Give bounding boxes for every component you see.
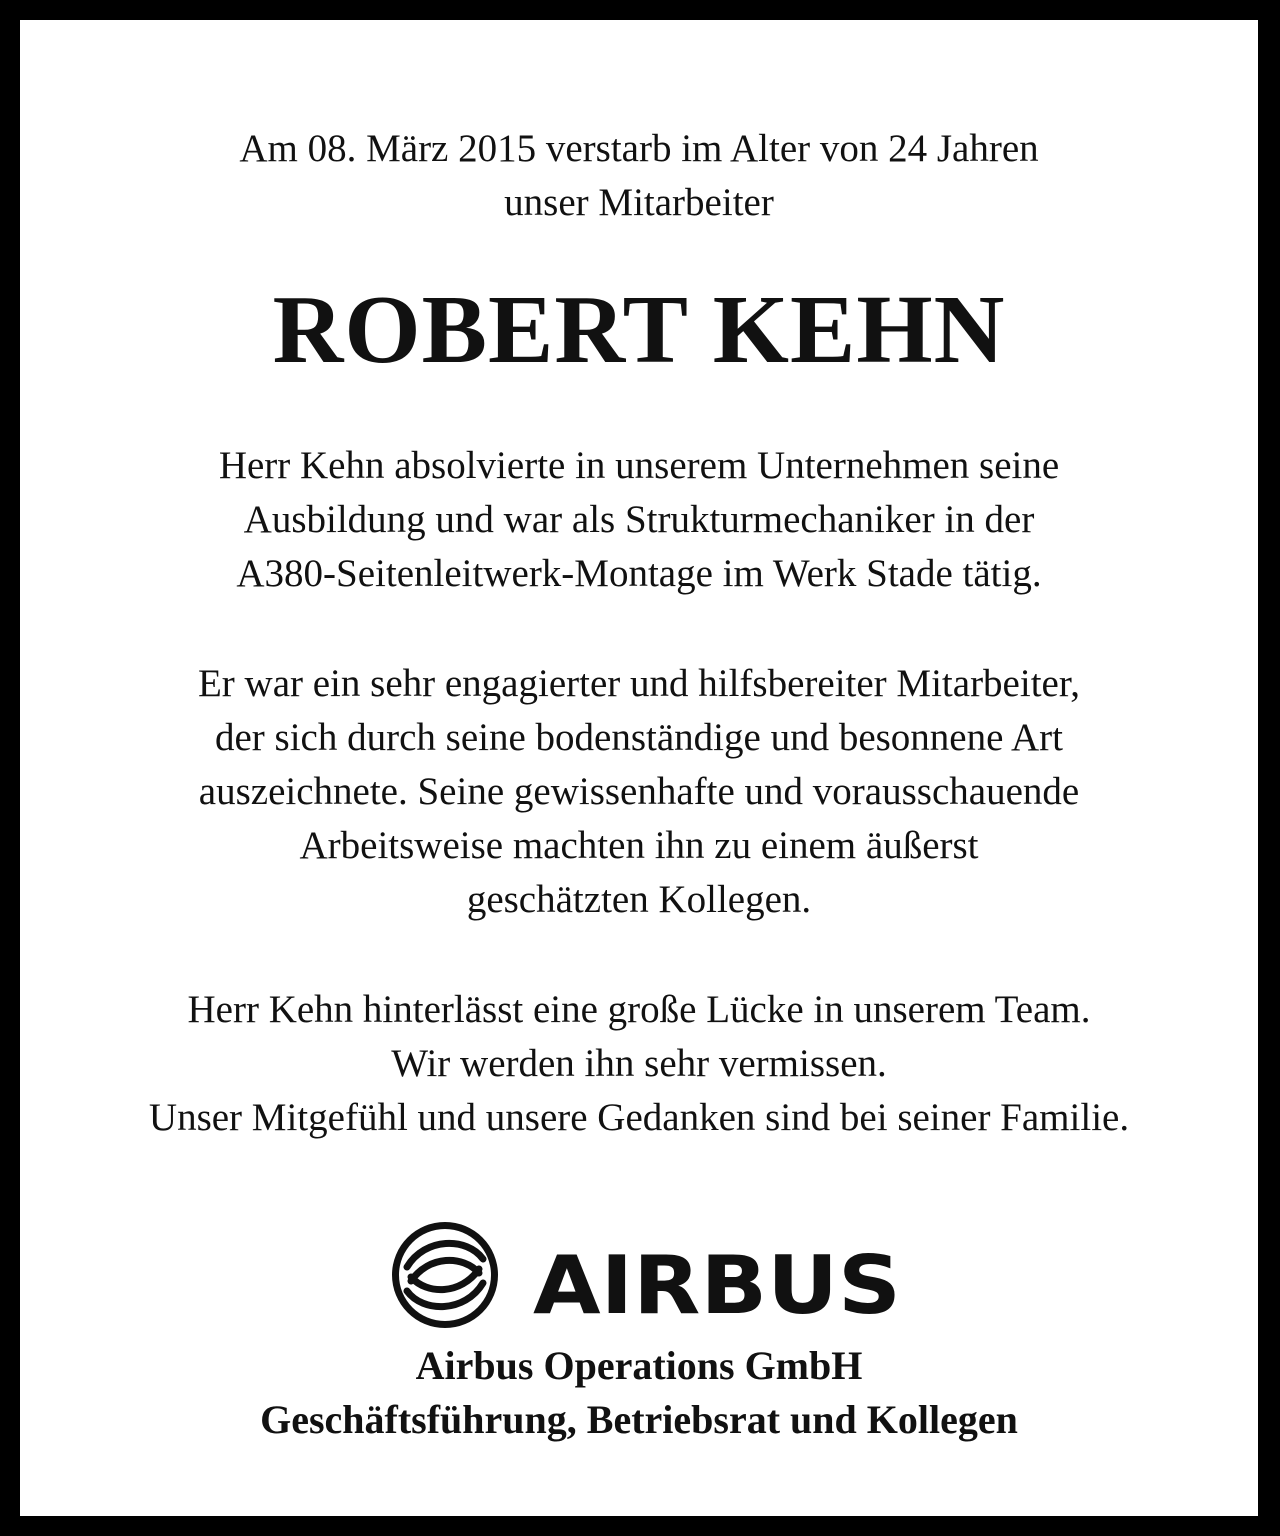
paragraph-1-line-2: Ausbildung und war als Strukturmechaniker in der: [243, 498, 1035, 541]
airbus-logo-icon: [392, 1222, 498, 1328]
intro-line-2: unser Mitarbeiter: [504, 181, 774, 224]
paragraph-3-line-1: Herr Kehn hinterlässt eine große Lücke in unserem Team.: [187, 988, 1091, 1031]
paragraph-2-line-1: Er war ein sehr engagierter und hilfsbereiter Mitarbeiter,: [197, 662, 1081, 705]
company-name: Airbus Operations GmbH: [415, 1343, 863, 1388]
paragraph-1-line-3: A380-Seitenleitwerk-Montage im Werk Stade tätig.: [236, 552, 1042, 595]
paragraph-3-line-3: Unser Mitgefühl und unsere Gedanken sind bei seiner Familie.: [148, 1096, 1130, 1139]
paragraph-2-line-5: geschätzten Kollegen.: [466, 878, 812, 921]
intro-line-1: Am 08. März 2015 verstarb im Alter von 24 Jahren: [239, 127, 1039, 170]
paragraph-3-line-2: Wir werden ihn sehr vermissen.: [391, 1042, 887, 1085]
signatories: Geschäftsführung, Betriebsrat und Kollegen: [260, 1397, 1018, 1442]
obituary-notice: [20, 20, 1258, 1516]
paragraph-2-line-2: der sich durch seine bodenständige und besonnene Art: [214, 716, 1064, 759]
paragraph-2-line-4: Arbeitsweise machten ihn zu einem äußerst: [299, 824, 979, 867]
deceased-name: ROBERT KEHN: [272, 276, 1006, 384]
airbus-logo: [385, 1215, 905, 1335]
paragraph-1-line-1: Herr Kehn absolvierte in unserem Unternehmen seine: [218, 444, 1060, 487]
airbus-wordmark: AIRBUS: [533, 1239, 901, 1332]
paragraph-2-line-3: auszeichnete. Seine gewissenhafte und vorausschauende: [198, 770, 1080, 813]
